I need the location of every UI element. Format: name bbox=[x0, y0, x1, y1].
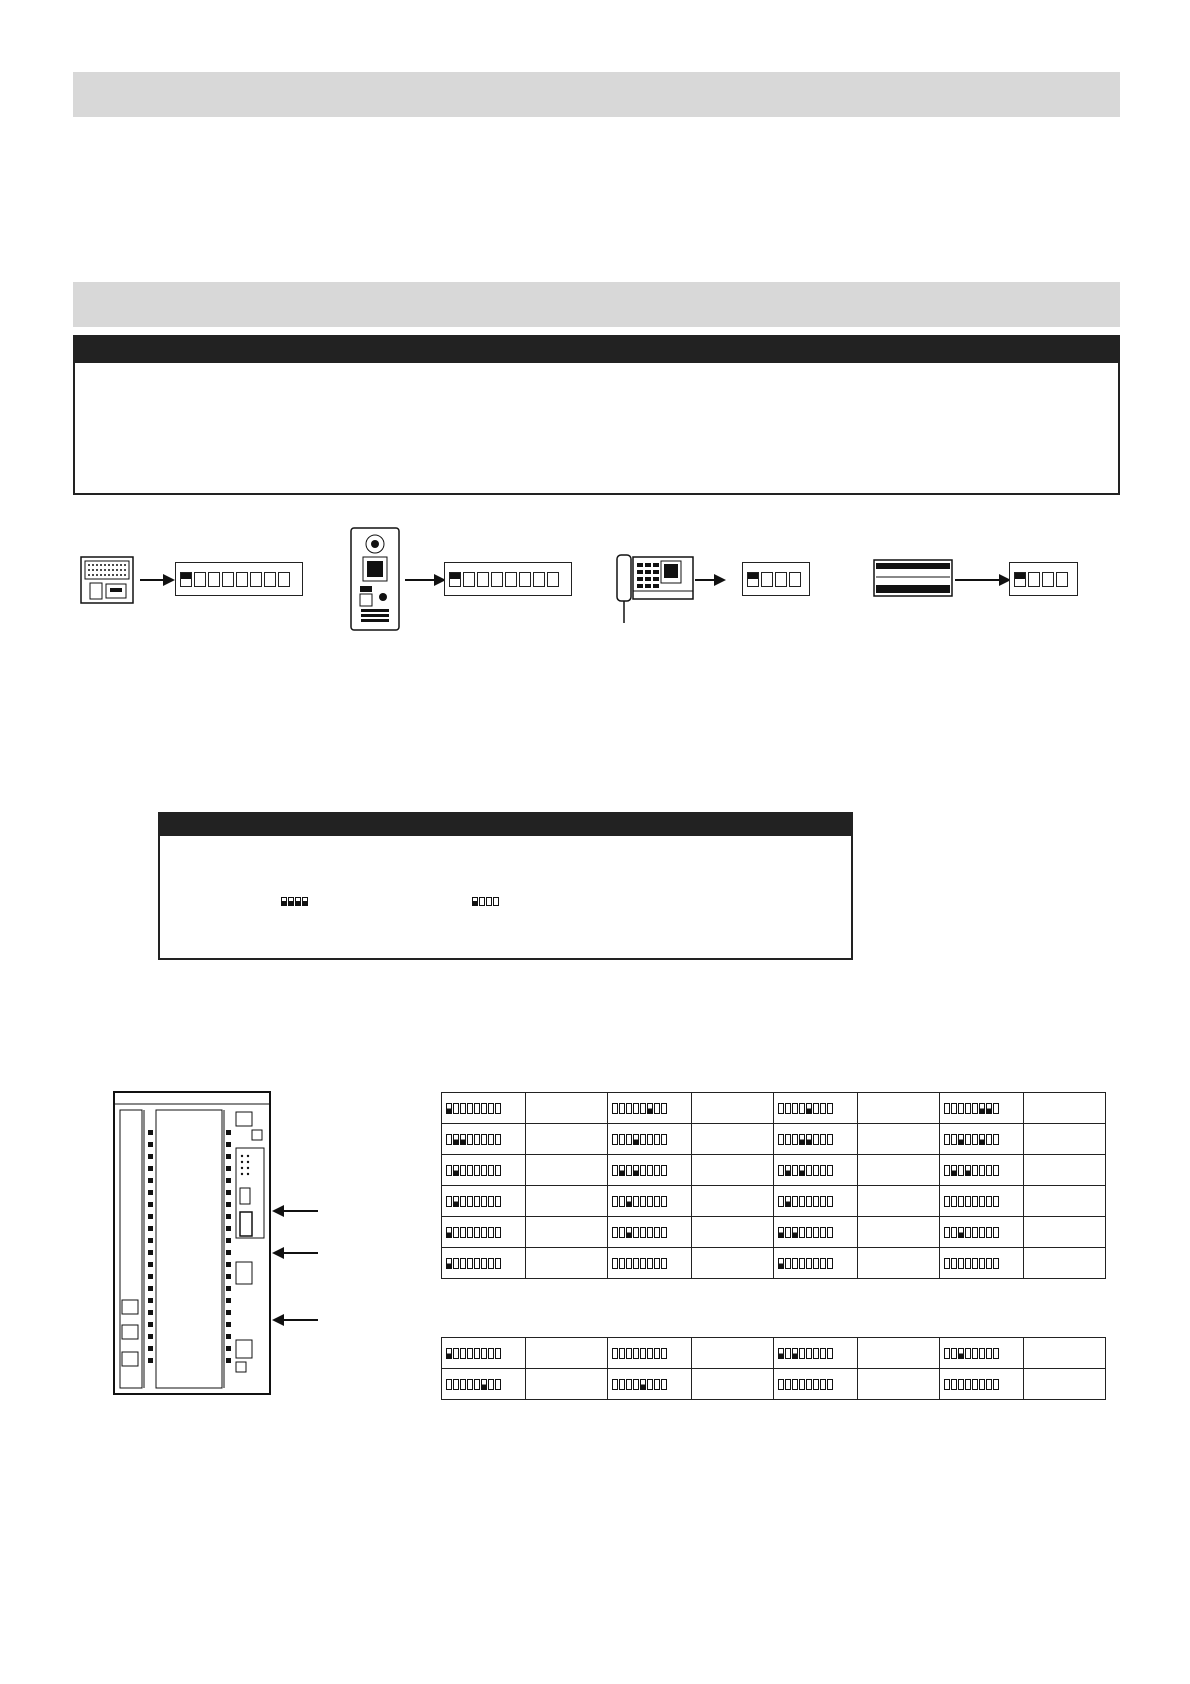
address-value-cell bbox=[526, 1186, 608, 1217]
dip-switch-lever bbox=[208, 572, 220, 587]
dip-switch-lever bbox=[236, 572, 248, 587]
dip-switch-lever bbox=[747, 572, 759, 587]
dip-switch-lever bbox=[264, 572, 276, 587]
address-value-cell bbox=[526, 1338, 608, 1369]
dip-setting-cell bbox=[774, 1124, 858, 1155]
dip-setting-cell bbox=[940, 1248, 1024, 1279]
dip-setting-cell bbox=[940, 1338, 1024, 1369]
notice-header bbox=[75, 337, 1118, 363]
address-value-cell bbox=[1024, 1338, 1106, 1369]
address-value-cell bbox=[692, 1338, 774, 1369]
dip-setting-cell bbox=[608, 1217, 692, 1248]
dip-switch-lever bbox=[486, 897, 492, 906]
address-value-cell bbox=[526, 1217, 608, 1248]
address-value-cell bbox=[858, 1369, 940, 1400]
address-value-cell bbox=[1024, 1369, 1106, 1400]
dip-switch-4 bbox=[1009, 562, 1078, 596]
dip-setting-cell bbox=[442, 1093, 526, 1124]
dip-setting-cell bbox=[940, 1093, 1024, 1124]
address-value-cell bbox=[692, 1369, 774, 1400]
unit-front-diagram bbox=[112, 1090, 312, 1400]
dip-switch-lever bbox=[302, 897, 308, 906]
dip-setting-cell bbox=[608, 1248, 692, 1279]
address-table-2 bbox=[441, 1337, 1106, 1400]
dip-setting-cell bbox=[608, 1093, 692, 1124]
address-value-cell bbox=[692, 1093, 774, 1124]
address-value-cell bbox=[526, 1248, 608, 1279]
audio-door-station-icon bbox=[80, 556, 134, 604]
table-row bbox=[442, 1155, 1106, 1186]
dip-switch-lever bbox=[1056, 572, 1068, 587]
dip-switch-lever bbox=[493, 897, 499, 906]
dip-switch-lever bbox=[761, 572, 773, 587]
dip-switch-lever bbox=[789, 572, 801, 587]
dip-switch-8 bbox=[444, 562, 572, 596]
dip-switch-lever bbox=[472, 897, 478, 906]
address-value-cell bbox=[858, 1217, 940, 1248]
address-value-cell bbox=[526, 1155, 608, 1186]
table-row bbox=[442, 1217, 1106, 1248]
dip-setting-cell bbox=[608, 1369, 692, 1400]
notice-header bbox=[160, 814, 851, 836]
address-value-cell bbox=[858, 1186, 940, 1217]
table-row bbox=[442, 1124, 1106, 1155]
table-row bbox=[442, 1248, 1106, 1279]
address-value-cell bbox=[1024, 1186, 1106, 1217]
dip-switch-lever bbox=[775, 572, 787, 587]
dip-switch-lever bbox=[180, 572, 192, 587]
table-row bbox=[442, 1186, 1106, 1217]
dip-setting-cell bbox=[608, 1155, 692, 1186]
notice-box bbox=[158, 812, 853, 960]
address-value-cell bbox=[1024, 1093, 1106, 1124]
dip-switch-lever bbox=[1042, 572, 1054, 587]
dip-switch-lever bbox=[449, 572, 461, 587]
video-door-station-icon bbox=[350, 527, 400, 631]
address-value-cell bbox=[858, 1338, 940, 1369]
address-value-cell bbox=[692, 1155, 774, 1186]
address-value-cell bbox=[858, 1155, 940, 1186]
master-station-icon bbox=[615, 553, 695, 625]
dip-setting-cell bbox=[774, 1093, 858, 1124]
dip-switch-lever bbox=[547, 572, 559, 587]
dip-setting-cell bbox=[608, 1338, 692, 1369]
dip-switch-lever bbox=[288, 897, 294, 906]
dip-switch-lever bbox=[519, 572, 531, 587]
control-unit-icon bbox=[873, 559, 953, 597]
address-value-cell bbox=[526, 1093, 608, 1124]
dip-setting-cell bbox=[774, 1217, 858, 1248]
dip-switch-lever bbox=[295, 897, 301, 906]
section-header-bar bbox=[73, 282, 1120, 327]
dip-setting-cell bbox=[442, 1217, 526, 1248]
dip-setting-cell bbox=[442, 1338, 526, 1369]
dip-setting-cell bbox=[442, 1155, 526, 1186]
dip-setting-cell bbox=[940, 1186, 1024, 1217]
address-value-cell bbox=[526, 1369, 608, 1400]
address-value-cell bbox=[692, 1186, 774, 1217]
dip-setting-cell bbox=[940, 1155, 1024, 1186]
dip-switch-lever bbox=[1028, 572, 1040, 587]
dip-switch-lever bbox=[477, 572, 489, 587]
address-value-cell bbox=[692, 1248, 774, 1279]
dip-switch-4 bbox=[742, 562, 810, 596]
address-value-cell bbox=[1024, 1248, 1106, 1279]
dip-switch-lever bbox=[194, 572, 206, 587]
dip-switch-lever bbox=[278, 572, 290, 587]
dip-switch-lever bbox=[533, 572, 545, 587]
dip-setting-cell bbox=[774, 1369, 858, 1400]
dip-setting-cell bbox=[940, 1217, 1024, 1248]
address-value-cell bbox=[1024, 1217, 1106, 1248]
dip-setting-cell bbox=[940, 1124, 1024, 1155]
table-row bbox=[442, 1338, 1106, 1369]
dip-setting-cell bbox=[442, 1124, 526, 1155]
dip-switch-8 bbox=[175, 562, 303, 596]
address-value-cell bbox=[858, 1124, 940, 1155]
dip-setting-cell bbox=[774, 1155, 858, 1186]
dip-switch-lever bbox=[491, 572, 503, 587]
table-row bbox=[442, 1093, 1106, 1124]
address-value-cell bbox=[526, 1124, 608, 1155]
address-value-cell bbox=[692, 1217, 774, 1248]
dip-setting-cell bbox=[442, 1248, 526, 1279]
address-value-cell bbox=[858, 1093, 940, 1124]
address-value-cell bbox=[1024, 1155, 1106, 1186]
dip-switch-example bbox=[472, 897, 499, 906]
address-value-cell bbox=[858, 1248, 940, 1279]
table-row bbox=[442, 1369, 1106, 1400]
dip-setting-cell bbox=[774, 1338, 858, 1369]
dip-setting-cell bbox=[774, 1248, 858, 1279]
dip-switch-lever bbox=[1014, 572, 1026, 587]
dip-setting-cell bbox=[442, 1186, 526, 1217]
dip-switch-example bbox=[281, 897, 308, 906]
dip-setting-cell bbox=[608, 1186, 692, 1217]
dip-switch-lever bbox=[463, 572, 475, 587]
notice-box bbox=[73, 335, 1120, 495]
address-value-cell bbox=[1024, 1124, 1106, 1155]
dip-setting-cell bbox=[940, 1369, 1024, 1400]
section-header-bar bbox=[73, 72, 1120, 117]
dip-setting-cell bbox=[442, 1369, 526, 1400]
address-table-1 bbox=[441, 1092, 1106, 1279]
dip-switch-lever bbox=[479, 897, 485, 906]
dip-setting-cell bbox=[608, 1124, 692, 1155]
dip-switch-lever bbox=[281, 897, 287, 906]
dip-switch-lever bbox=[250, 572, 262, 587]
dip-setting-cell bbox=[774, 1186, 858, 1217]
dip-switch-lever bbox=[222, 572, 234, 587]
address-value-cell bbox=[692, 1124, 774, 1155]
dip-switch-lever bbox=[505, 572, 517, 587]
